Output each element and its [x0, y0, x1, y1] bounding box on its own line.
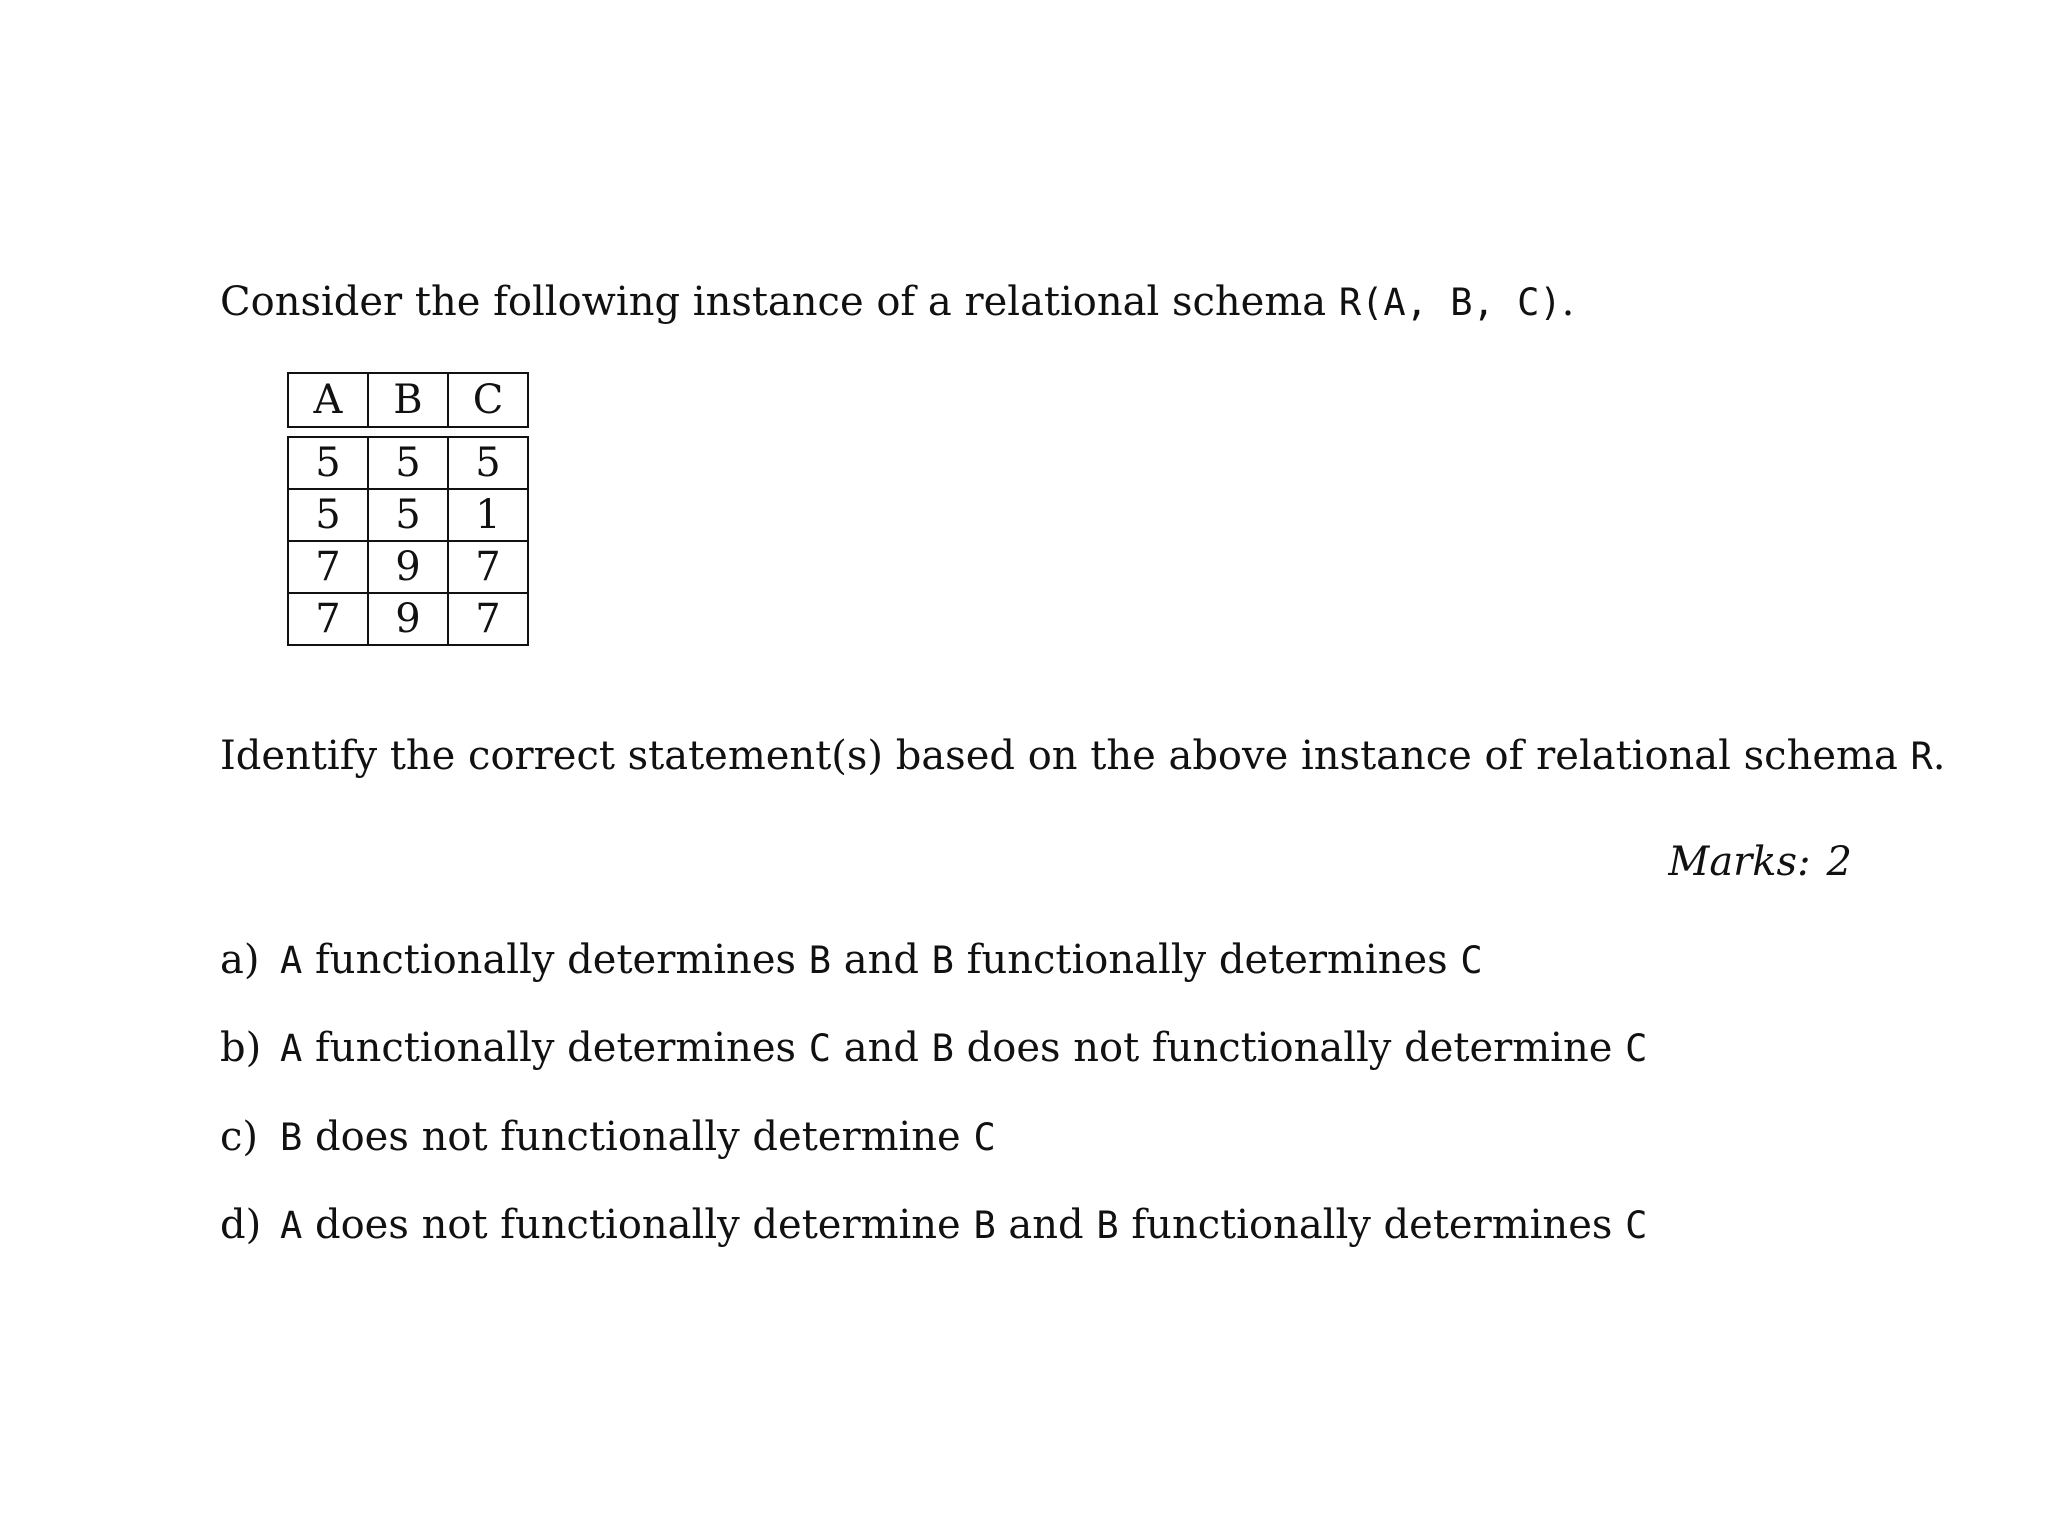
- option-attr: B: [931, 1027, 954, 1070]
- option-attr: C: [1625, 1027, 1648, 1070]
- question-schema: R: [1910, 735, 1933, 778]
- question-period: .: [1932, 733, 1946, 779]
- table-cell: 9: [369, 542, 449, 594]
- option-attr: C: [1625, 1204, 1648, 1247]
- option-text: does not functionally determine: [953, 1025, 1626, 1071]
- marks-title: Marks:: [1668, 839, 1811, 885]
- option-attr: A: [280, 1027, 303, 1070]
- table-row: [287, 490, 529, 542]
- intro-sentence: Consider the following instance of a relational schema: [220, 279, 1339, 325]
- option-c[interactable]: [220, 1111, 996, 1164]
- option-attr: C: [973, 1116, 996, 1159]
- option-text: functionally determines: [953, 937, 1461, 983]
- option-text: does not functionally determine: [302, 1202, 974, 1248]
- intro-text: [220, 276, 1574, 329]
- table-cell: 7: [287, 542, 369, 594]
- option-text: and: [831, 937, 932, 983]
- table-cell: 5: [369, 436, 449, 490]
- table-row: [287, 594, 529, 646]
- table-header-gap: [287, 428, 529, 436]
- table-cell: 7: [449, 594, 529, 646]
- option-attr: C: [808, 1027, 832, 1070]
- table-header-cell: A: [287, 372, 369, 428]
- table-cell: 7: [449, 542, 529, 594]
- option-text: functionally determines: [1118, 1202, 1626, 1248]
- option-attr: A: [280, 939, 303, 982]
- table-cell: 5: [287, 436, 369, 490]
- table-cell: 5: [449, 436, 529, 490]
- table-row: [287, 436, 529, 490]
- option-attr: A: [280, 1204, 303, 1247]
- table-cell: 5: [369, 490, 449, 542]
- intro-period: .: [1561, 279, 1575, 325]
- marks-label: [1668, 836, 1852, 888]
- intro-schema: R(A, B, C): [1338, 281, 1562, 324]
- table-cell: 1: [449, 490, 529, 542]
- table-header-cell: B: [369, 372, 449, 428]
- table-cell: 9: [369, 594, 449, 646]
- option-label: b): [220, 1025, 262, 1071]
- option-a[interactable]: [220, 934, 1483, 987]
- option-label: a): [220, 937, 260, 983]
- option-label: d): [220, 1202, 262, 1248]
- option-attr: B: [808, 939, 832, 982]
- table-cell: 5: [287, 490, 369, 542]
- option-attr: B: [280, 1116, 303, 1159]
- question-sentence: Identify the correct statement(s) based on the above instance of relational schema: [220, 733, 1911, 779]
- option-b[interactable]: [220, 1022, 1647, 1075]
- marks-value: 2: [1826, 839, 1852, 885]
- table-header-cell: C: [449, 372, 529, 428]
- table-header-row: [287, 372, 529, 428]
- option-attr: B: [973, 1204, 996, 1247]
- relation-instance-table: [287, 372, 529, 646]
- table-row: [287, 542, 529, 594]
- option-text: functionally determines: [302, 1025, 809, 1071]
- option-d[interactable]: [220, 1199, 1647, 1252]
- option-text: and: [995, 1202, 1097, 1248]
- option-label: c): [220, 1114, 259, 1160]
- question-text: [220, 730, 1946, 783]
- option-text: and: [831, 1025, 932, 1071]
- table-cell: 7: [287, 594, 369, 646]
- option-attr: C: [1460, 939, 1483, 982]
- option-text: functionally determines: [302, 937, 809, 983]
- option-attr: B: [931, 939, 954, 982]
- option-text: does not functionally determine: [302, 1114, 974, 1160]
- option-attr: B: [1096, 1204, 1119, 1247]
